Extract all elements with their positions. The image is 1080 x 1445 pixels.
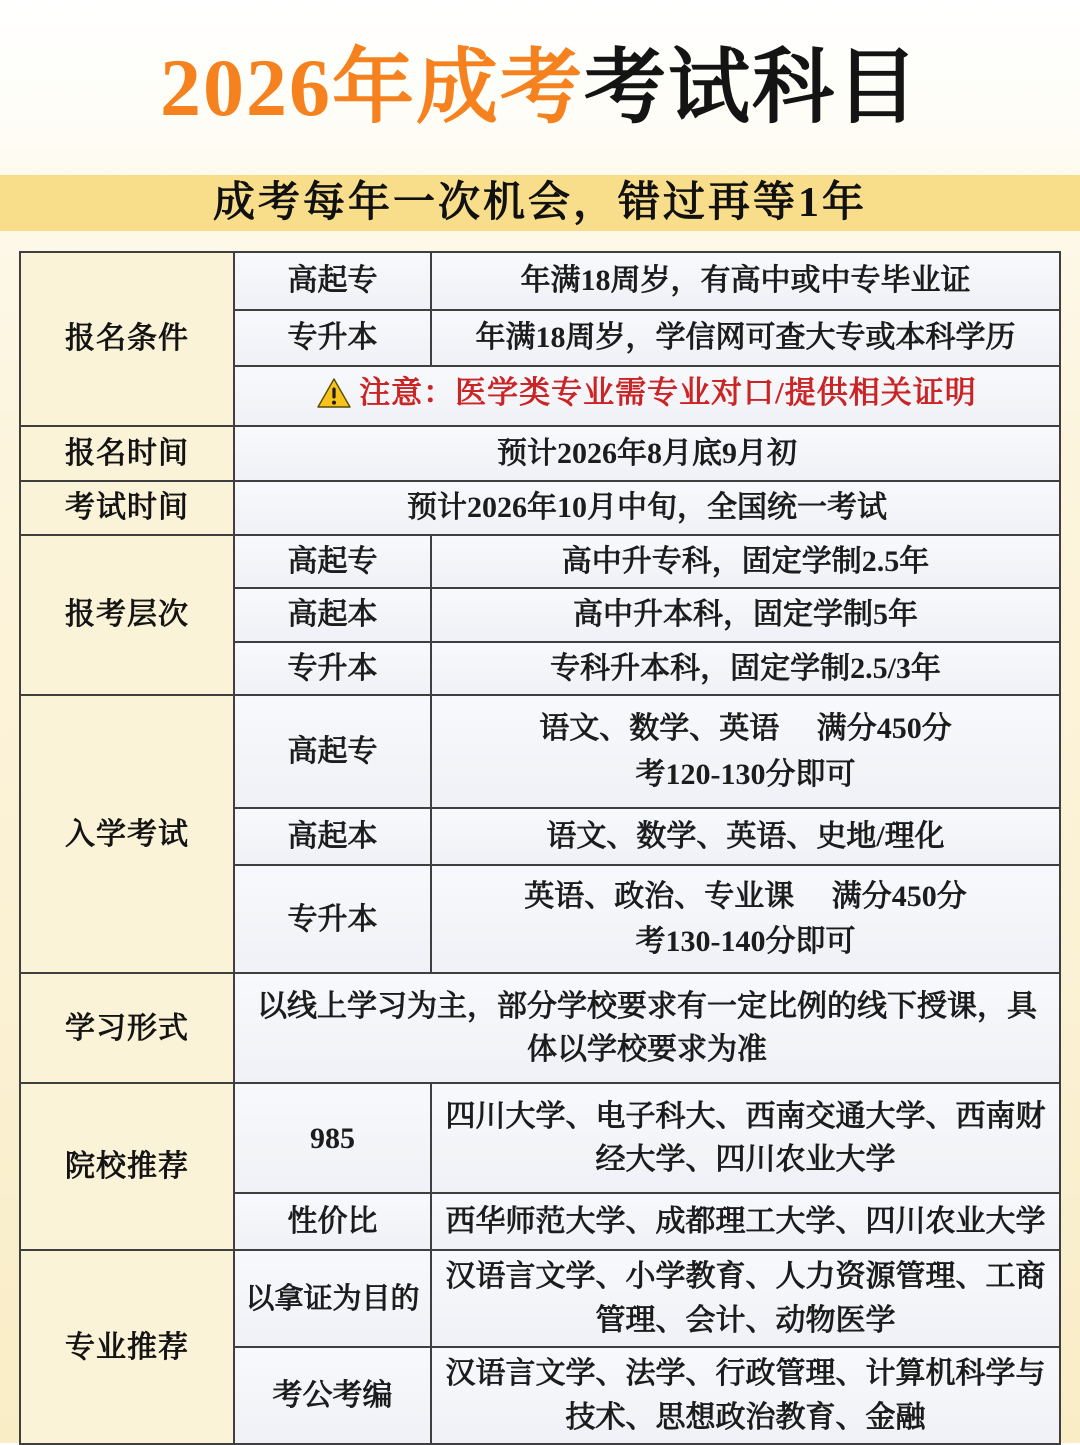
section-label-major-recommend: 专业推荐 — [20, 1250, 234, 1444]
content-line-1: 语文、数学、英语 满分450分 — [539, 712, 952, 746]
sub-label: 专升本 — [234, 310, 431, 366]
section-label-enroll-time: 报名时间 — [20, 426, 234, 481]
content-line-2: 考130-140分即可 — [635, 925, 856, 959]
title-rest: 考试科目 — [584, 41, 921, 133]
content-text: 四川大学、电子科大、西南交通大学、西南财经大学、四川农业大学 — [431, 1083, 1060, 1193]
section-label-enroll-conditions: 报名条件 — [20, 252, 234, 426]
content-text: 高中升专科，固定学制2.5年 — [431, 535, 1060, 589]
section-label-entrance-exam: 入学考试 — [20, 695, 234, 973]
warning-text: 注意：医学类专业需专业对口/提供相关证明 — [359, 375, 977, 410]
subtitle-text: 成考每年一次机会，错过再等1年 — [212, 180, 867, 226]
content-text: 年满18周岁，学信网可查大专或本科学历 — [431, 310, 1060, 366]
content-text: 高中升本科，固定学制5年 — [431, 588, 1060, 642]
sub-label: 专升本 — [234, 642, 431, 696]
sub-label: 高起本 — [234, 588, 431, 642]
content-line-1: 英语、政治、专业课 满分450分 — [524, 879, 967, 913]
content-text: 预计2026年10月中旬，全国统一考试 — [234, 481, 1060, 535]
table-row — [20, 1083, 1060, 1193]
warning-icon — [317, 378, 351, 409]
warning-cell — [234, 366, 1060, 426]
sub-label: 性价比 — [234, 1193, 431, 1250]
content-text: 汉语言文学、法学、行政管理、计算机科学与技术、思想政治教育、金融 — [431, 1347, 1060, 1444]
sub-label: 以拿证为目的 — [234, 1250, 431, 1347]
content-text — [431, 695, 1060, 808]
sub-label: 专升本 — [234, 865, 431, 973]
sub-label: 高起专 — [234, 252, 431, 310]
section-label-exam-time: 考试时间 — [20, 481, 234, 535]
content-text: 专科升本科，固定学制2.5/3年 — [431, 642, 1060, 696]
content-text: 汉语言文学、小学教育、人力资源管理、工商管理、会计、动物医学 — [431, 1250, 1060, 1347]
table-row — [20, 535, 1060, 589]
content-text: 预计2026年8月底9月初 — [234, 426, 1060, 481]
sub-label: 高起专 — [234, 535, 431, 589]
info-table-container — [0, 231, 1080, 1445]
table-row — [20, 695, 1060, 808]
content-text: 西华师范大学、成都理工大学、四川农业大学 — [431, 1193, 1060, 1250]
sub-label: 考公考编 — [234, 1347, 431, 1444]
table-row — [20, 481, 1060, 535]
table-row — [20, 973, 1060, 1083]
table-row — [20, 426, 1060, 481]
sub-label: 高起本 — [234, 808, 431, 865]
sub-label: 985 — [234, 1083, 431, 1193]
table-row — [20, 1250, 1060, 1347]
content-text — [431, 865, 1060, 973]
title-highlight: 2026年成考 — [159, 41, 584, 133]
section-label-levels: 报考层次 — [20, 535, 234, 696]
content-text: 语文、数学、英语、史地/理化 — [431, 808, 1060, 865]
section-label-school-recommend: 院校推荐 — [20, 1083, 234, 1250]
table-row — [20, 252, 1060, 310]
info-table — [19, 251, 1061, 1445]
content-text: 以线上学习为主，部分学校要求有一定比例的线下授课，具体以学校要求为准 — [234, 973, 1060, 1083]
page-title — [0, 0, 1080, 175]
content-text: 年满18周岁，有高中或中专毕业证 — [431, 252, 1060, 310]
content-line-2: 考120-130分即可 — [635, 757, 856, 791]
sub-label: 高起专 — [234, 695, 431, 808]
subtitle-banner — [0, 175, 1080, 231]
section-label-study-format: 学习形式 — [20, 973, 234, 1083]
